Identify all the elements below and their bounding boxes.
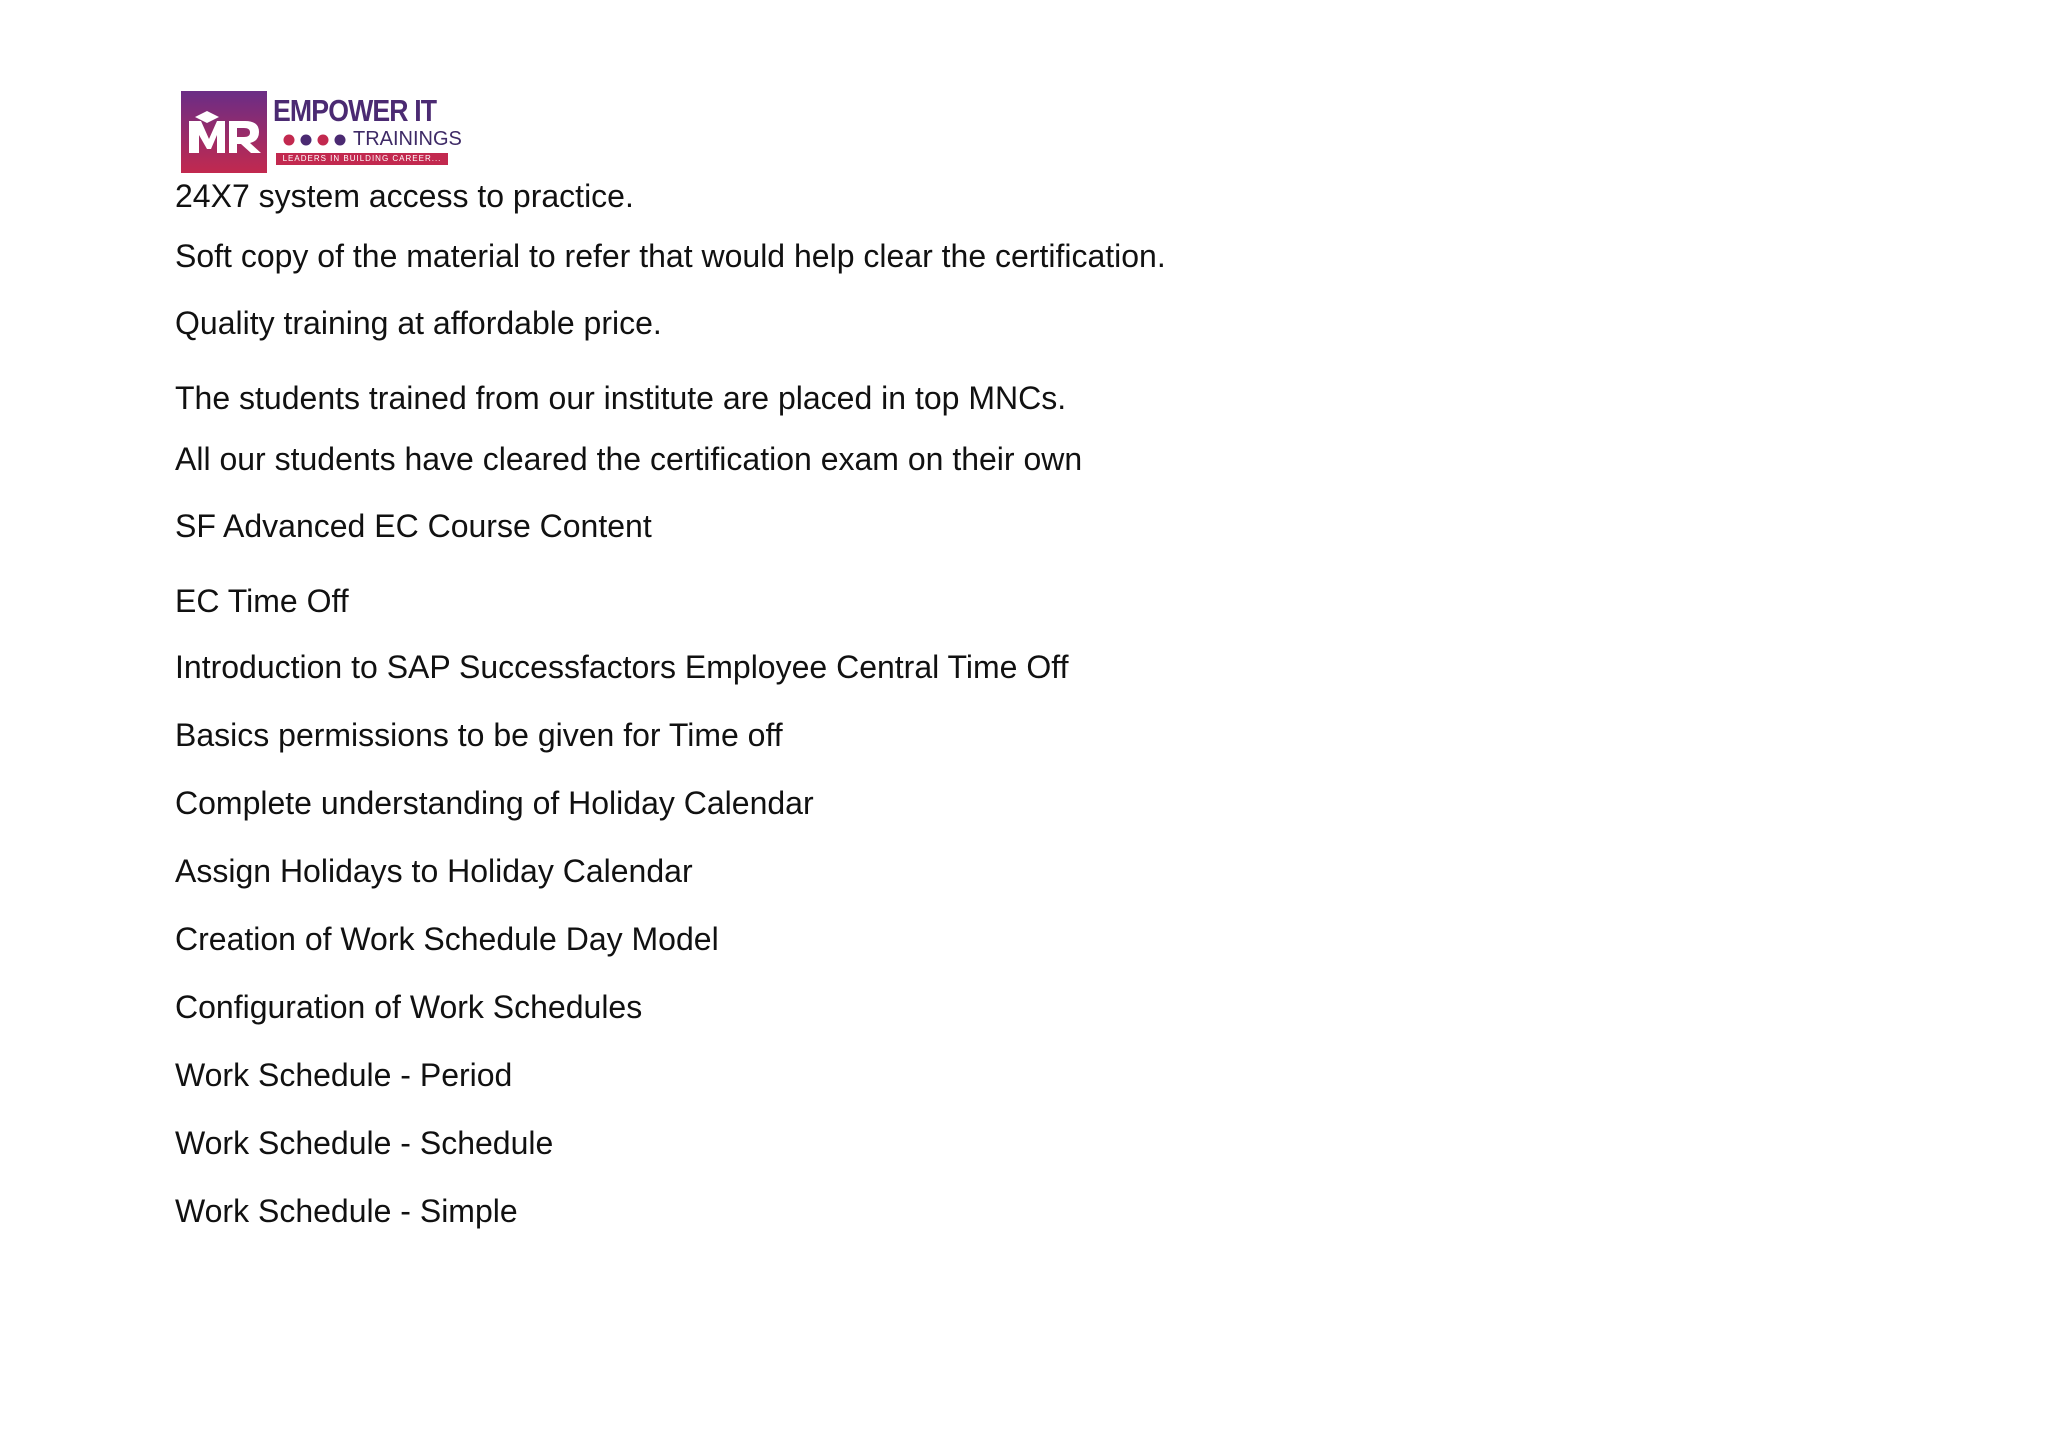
logo-dots-icon	[282, 133, 352, 147]
text-line-7: EC Time Off	[175, 583, 349, 619]
text-line-2: Soft copy of the material to refer that would help clear the certification.	[175, 238, 1166, 274]
text-line-16: Work Schedule - Simple	[175, 1193, 518, 1229]
text-line-1: 24X7 system access to practice.	[175, 178, 634, 214]
logo-sub-name: TRAININGS	[353, 128, 462, 150]
text-line-11: Assign Holidays to Holiday Calendar	[175, 853, 693, 889]
company-logo	[181, 91, 462, 175]
text-line-13: Configuration of Work Schedules	[175, 989, 643, 1025]
text-line-9: Basics permissions to be given for Time off	[175, 717, 783, 753]
text-line-12: Creation of Work Schedule Day Model	[175, 921, 719, 957]
text-line-14: Work Schedule - Period	[175, 1057, 513, 1093]
text-line-10: Complete understanding of Holiday Calendar	[175, 785, 814, 821]
text-line-6: SF Advanced EC Course Content	[175, 508, 652, 544]
text-line-15: Work Schedule - Schedule	[175, 1125, 554, 1161]
text-line-8: Introduction to SAP Successfactors Employee Central Time Off	[175, 649, 1069, 685]
text-line-5: All our students have cleared the certification exam on their own	[175, 441, 1083, 477]
text-line-4: The students trained from our institute are placed in top MNCs.	[175, 380, 1067, 416]
text-line-3: Quality training at affordable price.	[175, 305, 662, 341]
logo-brand-name: EMPOWER IT	[273, 93, 437, 128]
logo-tagline: LEADERS IN BUILDING CAREER...	[276, 153, 448, 165]
logo-mark-icon	[181, 91, 267, 173]
